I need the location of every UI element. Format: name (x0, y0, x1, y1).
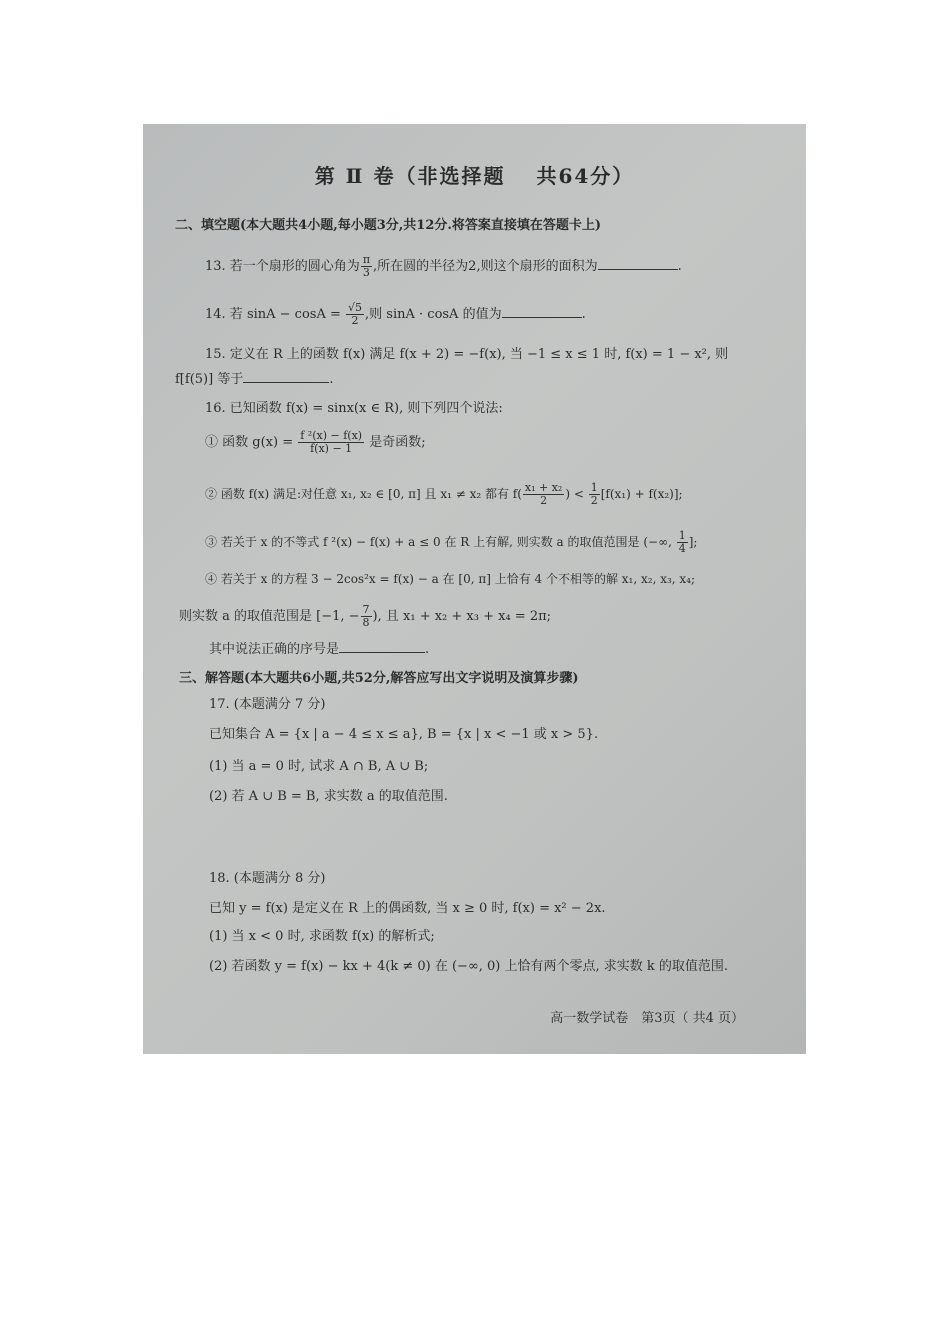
q17-given: 已知集合 A = {x | a − 4 ≤ x ≤ a}, B = {x | x < −1 或 x > 5}. (209, 727, 599, 742)
q16-s3-num: 1 (678, 529, 686, 542)
q16-s4-num: 7 (362, 603, 370, 616)
q17-part2: (2) 若 A ∪ B = B, 求实数 a 的取值范围. (209, 789, 448, 804)
page-footer: 高一数学试卷 第3页（ 共4 页） (550, 1011, 744, 1026)
q14-end: . (581, 307, 586, 322)
q16-s4-pre: 则实数 a 的取值范围是 [−1, − (179, 609, 360, 624)
q16-s1-pre: ① 函数 g(x) = (205, 435, 298, 450)
q14-frac-den: 2 (351, 314, 359, 327)
q16-s2-post: [f(x₁) + f(x₂)]; (600, 487, 683, 501)
q16-answer-blank (339, 640, 425, 653)
q16-statement-3 (205, 530, 697, 555)
q16-statement-4-line1: ④ 若关于 x 的方程 3 − 2cos²x = f(x) − a 在 [0, π] 上恰有 4 个不相等的解 x₁, x₂, x₃, x₄; (205, 572, 696, 586)
q17-part1: (1) 当 a = 0 时, 试求 A ∩ B, A ∪ B; (209, 759, 429, 774)
q16-s4-fraction (361, 604, 372, 629)
q14-fraction (346, 302, 364, 327)
page-title: 第 Ⅱ 卷（非选择题 共64分） (314, 164, 635, 188)
q16-s2-den2: 2 (590, 494, 598, 507)
q16-correct-prompt (209, 640, 429, 659)
section3-heading: 三、解答题(本大题共6小题,共52分,解答应写出文字说明及演算步骤) (179, 671, 579, 686)
q16-s3-post: ]; (688, 535, 698, 549)
q17-title: 17. (本题满分 7 分) (209, 697, 326, 712)
q18-part2: (2) 若函数 y = f(x) − kx + 4(k ≠ 0) 在 (−∞, 0) 上恰有两个零点, 求实数 k 的取值范围. (209, 959, 729, 974)
q16-s4-post: ), 且 x₁ + x₂ + x₃ + x₄ = 2π; (372, 609, 552, 624)
q18-title: 18. (本题满分 8 分) (209, 871, 326, 886)
q16-s2-fraction (523, 482, 564, 507)
q14-text-post: ,则 sinA · cosA 的值为 (365, 307, 502, 322)
q16-statement-2 (205, 482, 683, 507)
q18-part1: (1) 当 x < 0 时, 求函数 f(x) 的解析式; (209, 929, 435, 944)
question-13 (205, 254, 682, 279)
q16-s1-post: 是奇函数; (365, 435, 426, 450)
q14-answer-blank (502, 305, 582, 318)
q16-correct-text: 其中说法正确的序号是 (209, 642, 340, 657)
q16-statement-4-line2 (179, 604, 551, 629)
q16-s2-mid: ) < (565, 487, 588, 501)
q14-text-pre: 14. 若 sinA − cosA = (205, 307, 346, 322)
question-16-stem: 16. 已知函数 f(x) = sinx(x ∈ R), 则下列四个说法: (205, 401, 503, 416)
question-14 (205, 302, 586, 327)
q15-text: f[f(5)] 等于 (175, 372, 244, 387)
q15-end: . (329, 372, 334, 387)
q16-s2-half (589, 482, 600, 507)
q16-s3-pre: ③ 若关于 x 的不等式 f ²(x) − f(x) + a ≤ 0 在 R 上有解, 则实数 a 的取值范围是 (−∞, (205, 535, 676, 549)
q16-s1-fraction (298, 430, 364, 455)
q16-s2-num2: 1 (590, 481, 598, 494)
q16-s3-fraction (677, 530, 688, 555)
section2-heading: 二、填空题(本大题共4小题,每小题3分,共12分.将答案直接填在答题卡上) (175, 218, 602, 233)
q13-frac-num: π (362, 253, 371, 266)
question-15-line2 (175, 370, 333, 389)
q13-answer-blank (598, 257, 678, 270)
q13-text-post: ,所在圆的半径为2,则这个扇形的面积为 (373, 259, 598, 274)
q16-statement-1 (205, 430, 426, 455)
exam-page-photo (143, 124, 806, 1054)
q13-frac-den: 3 (362, 266, 370, 279)
q13-fraction (361, 254, 372, 279)
q15-answer-blank (243, 370, 329, 383)
q16-s4-den: 8 (362, 616, 370, 629)
q16-s3-den: 4 (678, 542, 686, 555)
q16-s2-num: x₁ + x₂ (524, 481, 563, 494)
q16-s2-pre: ② 函数 f(x) 满足:对任意 x₁, x₂ ∈ [0, π] 且 x₁ ≠ x₂ 都有 f( (205, 487, 522, 501)
q16-s1-num: f ²(x) − f(x) (300, 429, 363, 442)
q13-end: . (677, 259, 682, 274)
q18-given: 已知 y = f(x) 是定义在 R 上的偶函数, 当 x ≥ 0 时, f(x) = x² − 2x. (209, 901, 606, 916)
q13-text-pre: 13. 若一个扇形的圆心角为 (205, 259, 360, 274)
q14-frac-num: √5 (348, 301, 363, 314)
q16-s2-den: 2 (540, 494, 548, 507)
q16-end: . (425, 642, 430, 657)
question-15-line1: 15. 定义在 R 上的函数 f(x) 满足 f(x + 2) = −f(x), 当 −1 ≤ x ≤ 1 时, f(x) = 1 − x², 则 (205, 347, 729, 362)
q16-s1-den: f(x) − 1 (310, 442, 353, 455)
